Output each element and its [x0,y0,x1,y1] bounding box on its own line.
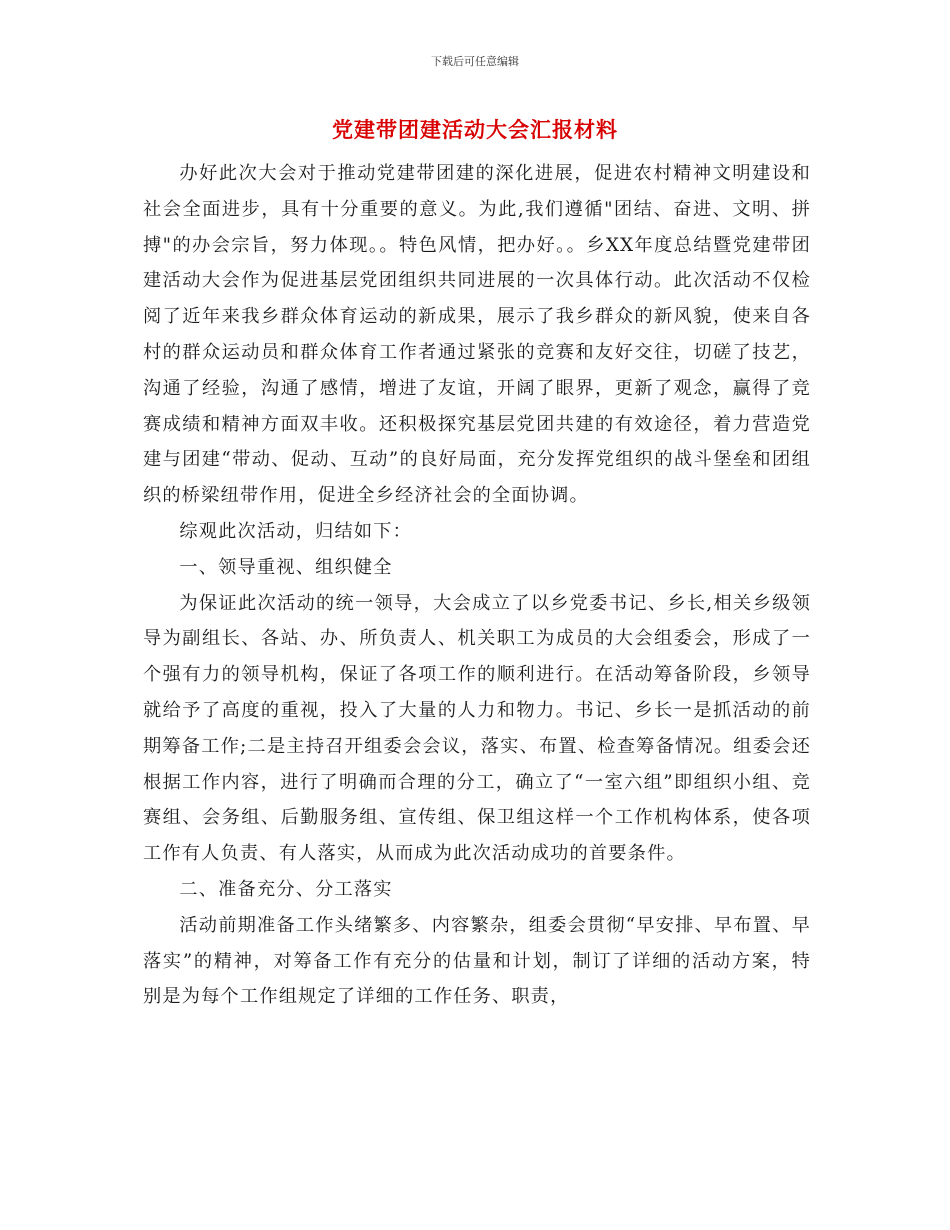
document-title: 党建带团建活动大会汇报材料 [332,118,618,142]
paragraph-section-2: 活动前期准备工作头绪繁多、内容繁杂，组委会贯彻“早安排、早布置、早落实”的精神，对筹备工作有充分的估量和计划，制订了详细的活动方案，特别是为每个工作组规定了详细的工作任务、职责， [143,914,811,1008]
section-heading-2: 二、准备充分、分工落实 [179,878,393,900]
section-heading-1: 一、领导重视、组织健全 [179,556,393,578]
paragraph-section-1: 为保证此次活动的统一领导，大会成立了以乡党委书记、乡长,相关乡级领导为副组长、各站、办、所负责人、机关职工为成员的大会组委会，形成了一个强有力的领导机构，保证了各项工作的顺利进行。在活动筹备阶段，乡领导就给予了高度的重视，投入了大量的人力和物力。书记、乡长一是抓活动的前期筹备工作;二是主持召开组委会会议，落实、布置、检查筹备情况。组委会还根据工作内容，进行了明确而合理的分工，确立了“一室六组”即组织小组、竞赛组、会务组、后勤服务组、宣传组、保卫组这样一个工作机构体系，使各项工作有人负责、有人落实，从而成为此次活动成功的首要条件。 [143,592,811,865]
document-body [143,156,811,1015]
header-note: 下载后可任意编辑 [431,55,519,68]
paragraph-summary-lead: 综观此次活动，归结如下： [179,520,413,542]
paragraph-intro: 办好此次大会对于推动党建带团建的深化进展，促进农村精神文明建设和社会全面进步，具有十分重要的意义。为此,我们遵循"团结、奋进、文明、拼搏"的办会宗旨，努力体现。。特色风情，把办好。。乡XX年度总结暨党建带团建活动大会作为促进基层党团组织共同进展的一次具体行动。此次活动不仅检阅了近年来我乡群众体育运动的新成果，展示了我乡群众的新风貌，使来自各村的群众运动员和群众体育工作者通过紧张的竞赛和友好交往，切磋了技艺，沟通了经验，沟通了感情，增进了友谊，开阔了眼界，更新了观念，赢得了竞赛成绩和精神方面双丰收。还积极探究基层党团共建的有效途径，着力营造党建与团建“带动、促动、互动”的良好局面，充分发挥党组织的战斗堡垒和团组织的桥梁纽带作用，促进全乡经济社会的全面协调。 [143,163,811,507]
